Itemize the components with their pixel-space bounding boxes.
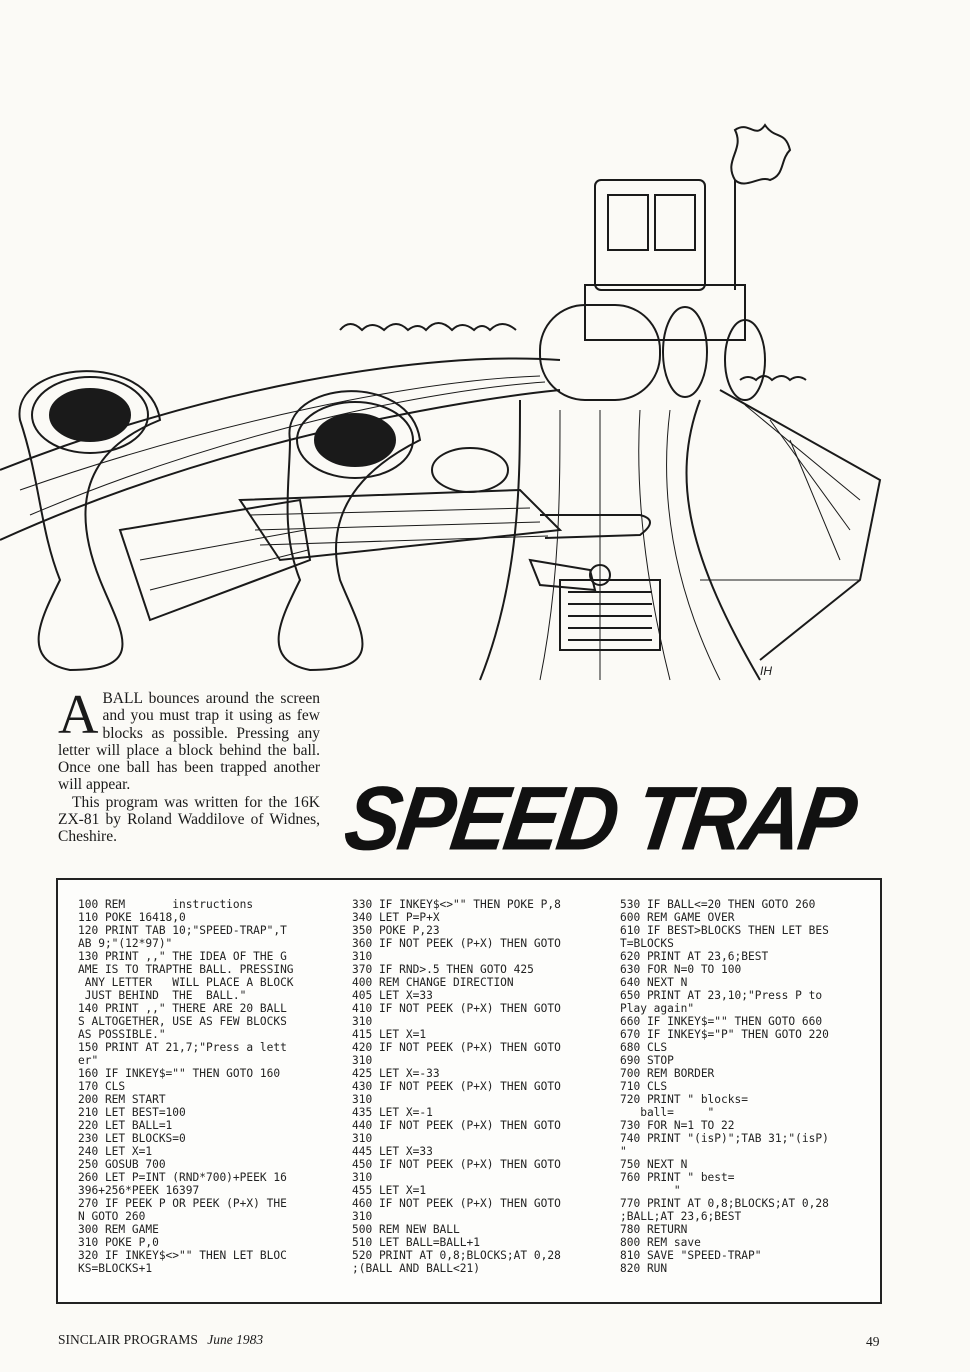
listing-line: 310 bbox=[352, 1015, 373, 1028]
listing-line: 405 LET X=33 bbox=[352, 989, 433, 1002]
listing-line: 610 IF BEST>BLOCKS THEN LET BES bbox=[620, 924, 829, 937]
intro-text bbox=[58, 684, 320, 846]
listing-line: 120 PRINT TAB 10;"SPEED-TRAP",T bbox=[78, 924, 287, 937]
listing-column-1 bbox=[78, 898, 294, 1275]
listing-line: 210 LET BEST=100 bbox=[78, 1106, 186, 1119]
listing-line: " bbox=[620, 1145, 627, 1158]
listing-line: 710 CLS bbox=[620, 1080, 668, 1093]
listing-line: 435 LET X=-1 bbox=[352, 1106, 433, 1119]
listing-line: Play again" bbox=[620, 1002, 695, 1015]
listing-line: 260 LET P=INT (RND*700)+PEEK 16 bbox=[78, 1171, 287, 1184]
listing-line: AB 9;"(12*97)" bbox=[78, 937, 173, 950]
issue-date: June 1983 bbox=[207, 1332, 264, 1347]
intro-paragraph-1 bbox=[58, 684, 320, 794]
listing-line: 170 CLS bbox=[78, 1080, 126, 1093]
listing-line: AME IS TO TRAPTHE BALL. PRESSING bbox=[78, 963, 294, 976]
listing-line: 455 LET X=1 bbox=[352, 1184, 427, 1197]
listing-line: 430 IF NOT PEEK (P+X) THEN GOTO bbox=[352, 1080, 561, 1093]
listing-line: 220 LET BALL=1 bbox=[78, 1119, 173, 1132]
listing-line: 130 PRINT ,," THE IDEA OF THE G bbox=[78, 950, 287, 963]
listing-line: 310 bbox=[352, 950, 373, 963]
listing-line: 370 IF RND>.5 THEN GOTO 425 bbox=[352, 963, 534, 976]
listing-line: " bbox=[620, 1184, 681, 1197]
listing-line: 630 FOR N=0 TO 100 bbox=[620, 963, 742, 976]
listing-line: 415 LET X=1 bbox=[352, 1028, 427, 1041]
listing-line: 820 RUN bbox=[620, 1262, 668, 1275]
listing-line: er" bbox=[78, 1054, 99, 1067]
listing-column-2 bbox=[352, 898, 561, 1275]
listing-line: 690 STOP bbox=[620, 1054, 674, 1067]
listing-line: 140 PRINT ,," THERE ARE 20 BALL bbox=[78, 1002, 287, 1015]
listing-line: 660 IF INKEY$="" THEN GOTO 660 bbox=[620, 1015, 823, 1028]
listing-line: ANY LETTER WILL PLACE A BLOCK bbox=[78, 976, 294, 989]
listing-line: ball= " bbox=[620, 1106, 715, 1119]
listing-line: 240 LET X=1 bbox=[78, 1145, 153, 1158]
listing-line: 310 bbox=[352, 1093, 373, 1106]
listing-line: 310 bbox=[352, 1132, 373, 1145]
listing-line: 600 REM GAME OVER bbox=[620, 911, 735, 924]
program-listing bbox=[56, 878, 882, 1304]
listing-line: 350 POKE P,23 bbox=[352, 924, 440, 937]
listing-line: 760 PRINT " best= bbox=[620, 1171, 735, 1184]
listing-line: 800 REM save bbox=[620, 1236, 701, 1249]
listing-line: 530 IF BALL<=20 THEN GOTO 260 bbox=[620, 898, 816, 911]
listing-line: 310 bbox=[352, 1171, 373, 1184]
drop-cap: A bbox=[58, 684, 99, 746]
listing-line: 360 IF NOT PEEK (P+X) THEN GOTO bbox=[352, 937, 561, 950]
listing-line: 150 PRINT AT 21,7;"Press a lett bbox=[78, 1041, 287, 1054]
listing-line: 500 REM NEW BALL bbox=[352, 1223, 460, 1236]
listing-line: 396+256*PEEK 16397 bbox=[78, 1184, 200, 1197]
listing-line: 730 FOR N=1 TO 22 bbox=[620, 1119, 735, 1132]
listing-line: AS POSSIBLE." bbox=[78, 1028, 166, 1041]
intro-paragraph-1-text: BALL bounces around the screen and you must trap it using as few blocks as possible. Pressing any letter will place a block behind the ball. Once one ball has been trapped another will appear. bbox=[58, 690, 320, 794]
listing-line: 680 CLS bbox=[620, 1041, 668, 1054]
listing-line: 650 PRINT AT 23,10;"Press P to bbox=[620, 989, 823, 1002]
intro-paragraph-2: This program was written for the 16K ZX-81 by Roland Waddilove of Widnes, Cheshire. bbox=[58, 793, 320, 846]
page-number: 49 bbox=[866, 1334, 880, 1349]
listing-line: 450 IF NOT PEEK (P+X) THEN GOTO bbox=[352, 1158, 561, 1171]
listing-line: 300 REM GAME bbox=[78, 1223, 159, 1236]
listing-line: 510 LET BALL=BALL+1 bbox=[352, 1236, 480, 1249]
listing-line: 310 POKE P,0 bbox=[78, 1236, 159, 1249]
listing-line: 330 IF INKEY$<>"" THEN POKE P,8 bbox=[352, 898, 561, 911]
listing-line: 250 GOSUB 700 bbox=[78, 1158, 166, 1171]
listing-line: 410 IF NOT PEEK (P+X) THEN GOTO bbox=[352, 1002, 561, 1015]
listing-line: 440 IF NOT PEEK (P+X) THEN GOTO bbox=[352, 1119, 561, 1132]
listing-line: 100 REM instructions bbox=[78, 898, 254, 911]
listing-line: 420 IF NOT PEEK (P+X) THEN GOTO bbox=[352, 1041, 561, 1054]
artist-signature: IH bbox=[760, 664, 772, 678]
listing-line: 720 PRINT " blocks= bbox=[620, 1093, 748, 1106]
listing-line: 110 POKE 16418,0 bbox=[78, 911, 186, 924]
listing-line: T=BLOCKS bbox=[620, 937, 674, 950]
listing-line: 750 NEXT N bbox=[620, 1158, 688, 1171]
listing-line: 620 PRINT AT 23,6;BEST bbox=[620, 950, 769, 963]
listing-line: ;(BALL AND BALL<21) bbox=[352, 1262, 480, 1275]
listing-line: 780 RETURN bbox=[620, 1223, 688, 1236]
listing-line: 400 REM CHANGE DIRECTION bbox=[352, 976, 514, 989]
listing-line: 200 REM START bbox=[78, 1093, 166, 1106]
listing-line: 320 IF INKEY$<>"" THEN LET BLOC bbox=[78, 1249, 287, 1262]
listing-line: 670 IF INKEY$="P" THEN GOTO 220 bbox=[620, 1028, 829, 1041]
listing-line: 460 IF NOT PEEK (P+X) THEN GOTO bbox=[352, 1197, 561, 1210]
listing-line: 700 REM BORDER bbox=[620, 1067, 715, 1080]
listing-line: 160 IF INKEY$="" THEN GOTO 160 bbox=[78, 1067, 281, 1080]
listing-line: 770 PRINT AT 0,8;BLOCKS;AT 0,28 bbox=[620, 1197, 829, 1210]
listing-line: KS=BLOCKS+1 bbox=[78, 1262, 153, 1275]
listing-line: 425 LET X=-33 bbox=[352, 1067, 440, 1080]
listing-line: ;BALL;AT 23,6;BEST bbox=[620, 1210, 742, 1223]
magazine-name: SINCLAIR PROGRAMS bbox=[58, 1332, 198, 1347]
listing-line: 230 LET BLOCKS=0 bbox=[78, 1132, 186, 1145]
listing-line: S ALTOGETHER, USE AS FEW BLOCKS bbox=[78, 1015, 287, 1028]
listing-line: 740 PRINT "(isP)";TAB 31;"(isP) bbox=[620, 1132, 829, 1145]
listing-line: 810 SAVE "SPEED-TRAP" bbox=[620, 1249, 762, 1262]
listing-column-3 bbox=[620, 898, 829, 1275]
listing-line: 270 IF PEEK P OR PEEK (P+X) THE bbox=[78, 1197, 287, 1210]
listing-line: 310 bbox=[352, 1054, 373, 1067]
listing-line: 445 LET X=33 bbox=[352, 1145, 433, 1158]
steamroller-illustration bbox=[0, 60, 900, 700]
article-title: SPEED TRAP bbox=[338, 767, 860, 869]
listing-line: 310 bbox=[352, 1210, 373, 1223]
listing-line: 640 NEXT N bbox=[620, 976, 688, 989]
listing-line: N GOTO 260 bbox=[78, 1210, 146, 1223]
listing-line: JUST BEHIND THE BALL." bbox=[78, 989, 247, 1002]
listing-line: 520 PRINT AT 0,8;BLOCKS;AT 0,28 bbox=[352, 1249, 561, 1262]
listing-line: 340 LET P=P+X bbox=[352, 911, 440, 924]
page-footer bbox=[58, 1332, 263, 1348]
